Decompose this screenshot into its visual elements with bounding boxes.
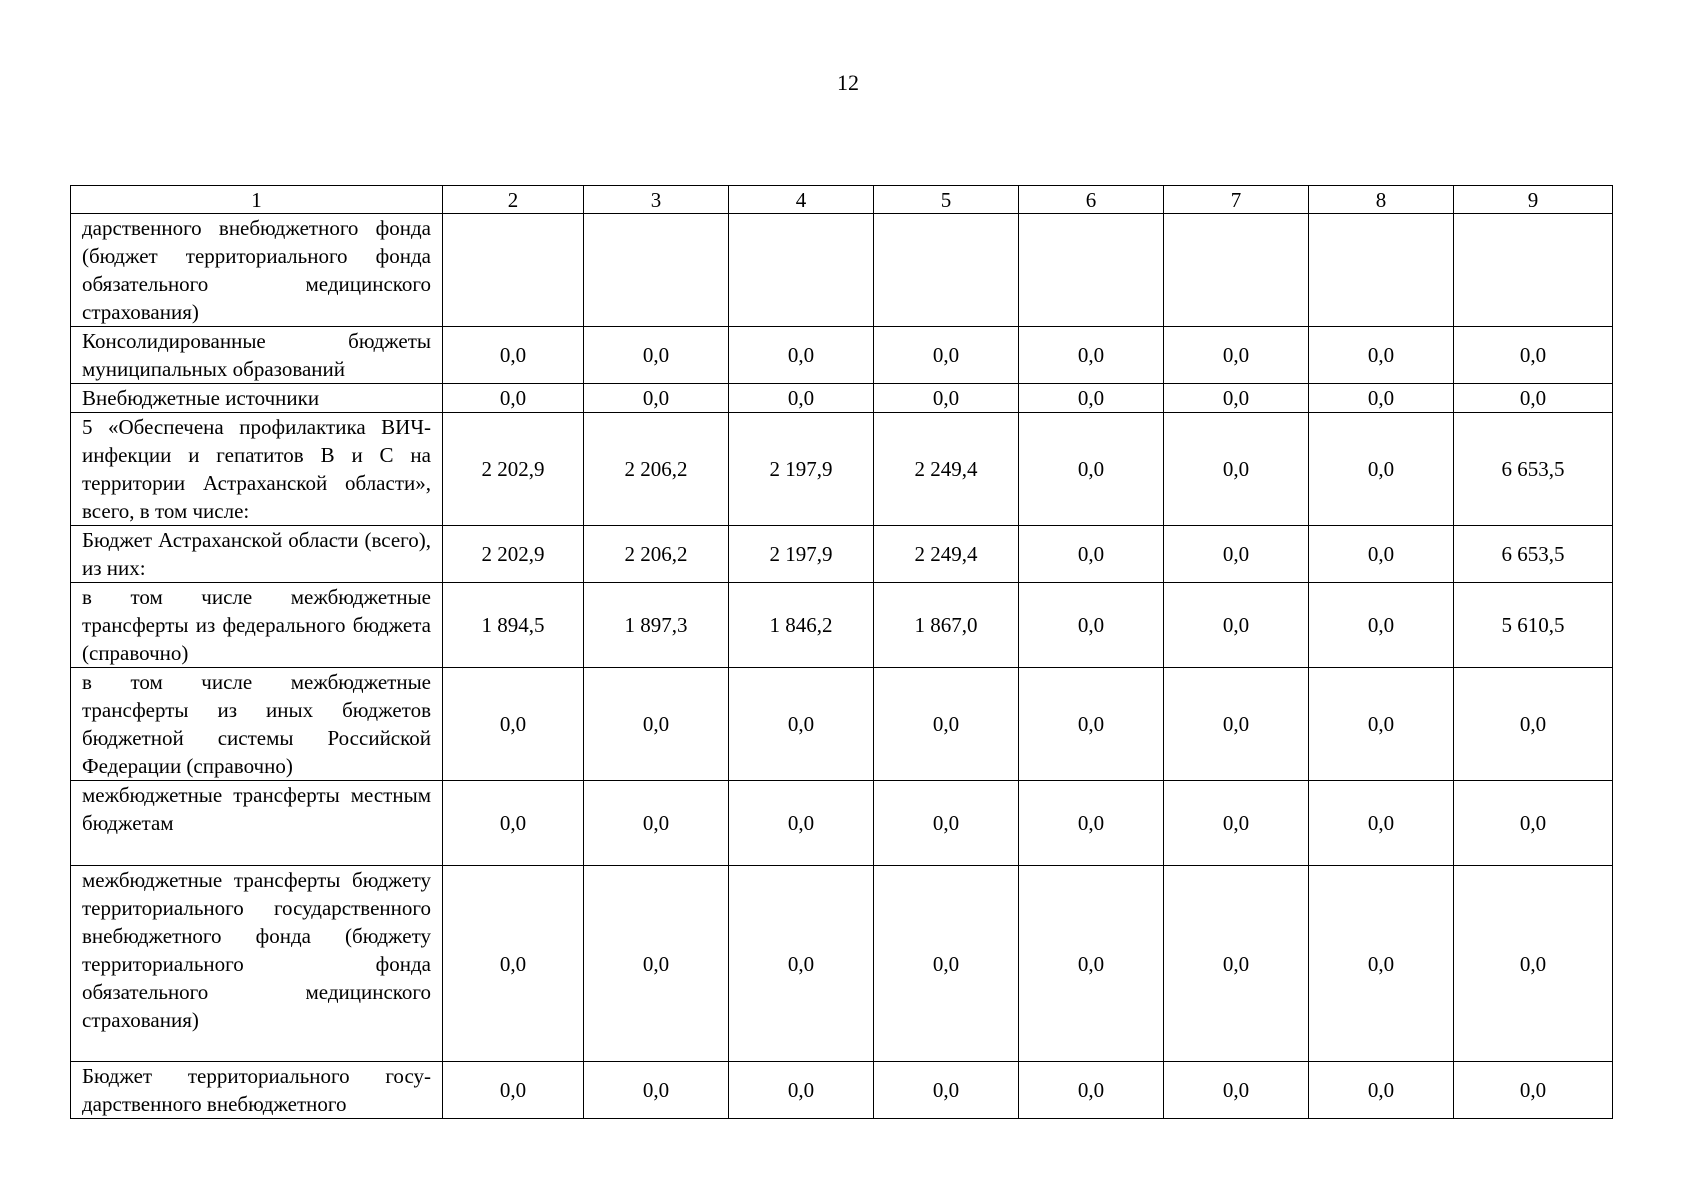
table-cell: 0,0 [1309,668,1454,781]
column-header: 2 [443,186,584,214]
table-row [71,384,1613,413]
table-cell: 0,0 [874,866,1019,1062]
table-row [71,214,1613,327]
column-header: 4 [729,186,874,214]
table-cell: 0,0 [1309,866,1454,1062]
table-cell: 0,0 [729,327,874,384]
row-label: в том числе межбюджетные трансферты из иных бюджетов бюджетной системы Российской Федерации (справочно) [71,668,443,781]
column-header: 7 [1164,186,1309,214]
table-cell [1454,214,1613,327]
table-cell: 0,0 [1019,1062,1164,1119]
table-row [71,1062,1613,1119]
table-cell: 0,0 [1454,1062,1613,1119]
table-cell: 0,0 [729,384,874,413]
table-cell: 2 197,9 [729,413,874,526]
table-header-row [71,186,1613,214]
table-cell: 0,0 [1454,781,1613,866]
table-cell [874,214,1019,327]
table-cell: 0,0 [1454,384,1613,413]
table-cell: 0,0 [584,327,729,384]
table-cell [443,214,584,327]
table-cell: 6 653,5 [1454,413,1613,526]
table-cell: 2 202,9 [443,526,584,583]
table-cell: 0,0 [1454,668,1613,781]
table-cell: 0,0 [1454,327,1613,384]
table-cell: 0,0 [1164,384,1309,413]
budget-table [70,185,1613,1119]
column-header: 1 [71,186,443,214]
table-cell: 0,0 [1164,583,1309,668]
table-row [71,327,1613,384]
table-cell: 0,0 [729,668,874,781]
table-cell: 0,0 [874,1062,1019,1119]
table-cell: 0,0 [1309,583,1454,668]
table-cell: 0,0 [1019,384,1164,413]
table-cell: 0,0 [1454,866,1613,1062]
table-cell: 0,0 [1164,1062,1309,1119]
table-cell: 2 202,9 [443,413,584,526]
table-cell: 0,0 [1309,413,1454,526]
page-number: 12 [837,70,859,95]
row-label: Консолидированные бюджеты муниципальных образований [71,327,443,384]
row-label: межбюджетные трансферты бюджету территориального государственного внебюджетного фонда (бюджету территориального фонда обязательного медицинского страхования) [71,866,443,1062]
table-cell: 0,0 [1309,526,1454,583]
table-cell: 1 897,3 [584,583,729,668]
table-cell: 0,0 [1164,866,1309,1062]
table-cell: 0,0 [1019,413,1164,526]
table-cell: 0,0 [443,327,584,384]
table-row [71,781,1613,866]
table-row [71,526,1613,583]
row-label: Внебюджетные источники [71,384,443,413]
table-row [71,866,1613,1062]
table-cell [1164,214,1309,327]
table-cell: 0,0 [1309,781,1454,866]
row-label: в том числе межбюджетные трансферты из федерального бюджета (справочно) [71,583,443,668]
table-cell: 2 249,4 [874,413,1019,526]
table-cell: 0,0 [729,1062,874,1119]
table-cell: 2 206,2 [584,413,729,526]
table-cell: 0,0 [1164,413,1309,526]
table-cell: 0,0 [874,384,1019,413]
table-cell: 5 610,5 [1454,583,1613,668]
table-cell: 0,0 [1019,327,1164,384]
table-cell: 0,0 [1164,668,1309,781]
table-cell: 1 846,2 [729,583,874,668]
table-cell: 0,0 [443,781,584,866]
column-header: 5 [874,186,1019,214]
row-label: дарственного внебюджетного фонда (бюджет территориального фонда обязательного медицинского страхования) [71,214,443,327]
table-cell: 0,0 [1019,668,1164,781]
column-header: 9 [1454,186,1613,214]
table-cell: 0,0 [584,384,729,413]
table-cell: 0,0 [1019,781,1164,866]
table-cell: 0,0 [584,781,729,866]
table-cell: 0,0 [1309,384,1454,413]
table-cell: 0,0 [1164,526,1309,583]
table-cell: 0,0 [443,668,584,781]
table-cell: 0,0 [443,1062,584,1119]
table-row [71,668,1613,781]
row-label: 5 «Обеспечена профилактика ВИЧ-инфекции и гепатитов В и С на территории Астраханской области», всего, в том числе: [71,413,443,526]
table-cell [1309,214,1454,327]
table-cell: 0,0 [1019,866,1164,1062]
table-cell: 2 249,4 [874,526,1019,583]
table-cell: 0,0 [584,1062,729,1119]
table-cell: 0,0 [729,866,874,1062]
table-cell: 0,0 [874,668,1019,781]
table-cell: 0,0 [1309,327,1454,384]
table-cell [584,214,729,327]
row-label: межбюджетные трансферты местным бюджетам [71,781,443,866]
table-cell: 0,0 [874,327,1019,384]
table-cell: 1 867,0 [874,583,1019,668]
table-row [71,583,1613,668]
table-cell: 0,0 [729,781,874,866]
row-label: Бюджет Астраханской области (всего), из них: [71,526,443,583]
table-cell: 6 653,5 [1454,526,1613,583]
table-cell: 0,0 [584,866,729,1062]
table-row [71,413,1613,526]
table-cell: 0,0 [1164,327,1309,384]
table-cell: 0,0 [1164,781,1309,866]
column-header: 8 [1309,186,1454,214]
table-cell: 0,0 [1309,1062,1454,1119]
column-header: 3 [584,186,729,214]
table-cell: 1 894,5 [443,583,584,668]
row-label: Бюджет территориального государственного внебюджетного [71,1062,443,1119]
table-cell [1019,214,1164,327]
table-cell: 0,0 [443,384,584,413]
table-cell: 0,0 [1019,526,1164,583]
table-cell: 0,0 [1019,583,1164,668]
table-cell: 2 197,9 [729,526,874,583]
table-cell: 0,0 [443,866,584,1062]
table-cell: 2 206,2 [584,526,729,583]
column-header: 6 [1019,186,1164,214]
table-cell: 0,0 [874,781,1019,866]
table-cell [729,214,874,327]
table-cell: 0,0 [584,668,729,781]
